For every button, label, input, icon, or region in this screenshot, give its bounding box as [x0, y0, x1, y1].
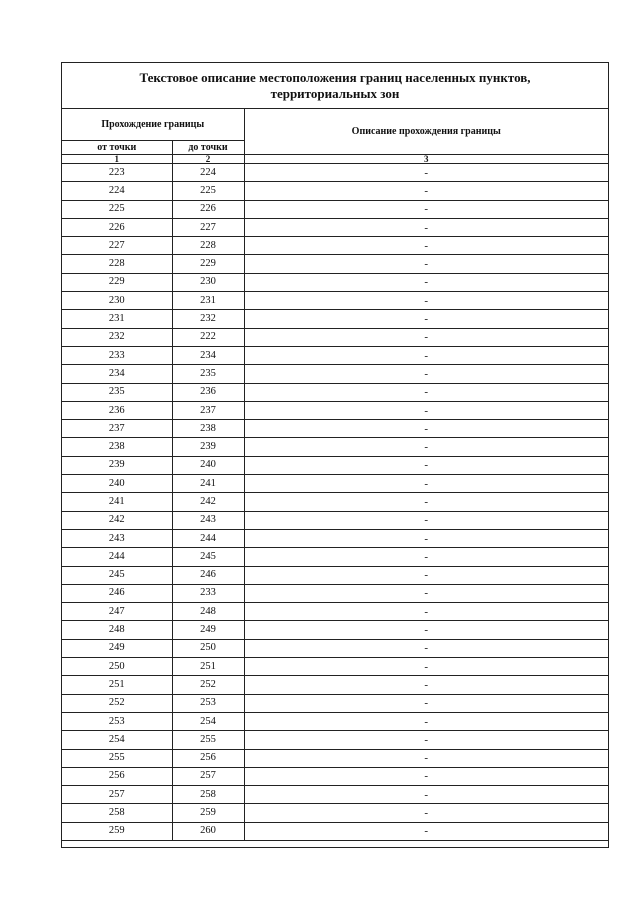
to-point-cell: 222	[172, 328, 244, 346]
boundary-table-frame	[61, 62, 609, 848]
table-row	[62, 273, 608, 291]
to-point-cell: 238	[172, 420, 244, 438]
table-row	[62, 621, 608, 639]
description-cell: -	[244, 621, 608, 639]
from-point-cell: 233	[62, 346, 172, 364]
table-row	[62, 346, 608, 364]
to-point-cell: 228	[172, 237, 244, 255]
table-row	[62, 255, 608, 273]
header-passage: Прохождение границы	[62, 109, 244, 141]
description-cell: -	[244, 712, 608, 730]
to-point-cell: 251	[172, 658, 244, 676]
document-title	[62, 63, 608, 109]
description-cell: -	[244, 511, 608, 529]
table-row	[62, 584, 608, 602]
table-row	[62, 292, 608, 310]
from-point-cell: 259	[62, 822, 172, 840]
from-point-cell: 240	[62, 475, 172, 493]
header-col-number-1: 1	[62, 155, 172, 164]
table-row	[62, 529, 608, 547]
to-point-cell: 248	[172, 603, 244, 621]
description-cell: -	[244, 200, 608, 218]
from-point-cell: 254	[62, 731, 172, 749]
to-point-cell: 232	[172, 310, 244, 328]
description-cell: -	[244, 273, 608, 291]
description-cell: -	[244, 676, 608, 694]
description-cell: -	[244, 365, 608, 383]
title-line-1: Текстовое описание местоположения границ населенных пунктов,	[139, 69, 531, 85]
to-point-cell: 245	[172, 548, 244, 566]
to-point-cell: 237	[172, 401, 244, 419]
from-point-cell: 234	[62, 365, 172, 383]
header-from-point: от точки	[62, 141, 172, 155]
description-cell: -	[244, 346, 608, 364]
description-cell: -	[244, 731, 608, 749]
description-cell: -	[244, 475, 608, 493]
table-row	[62, 182, 608, 200]
table-row	[62, 438, 608, 456]
table-row	[62, 218, 608, 236]
description-cell: -	[244, 767, 608, 785]
to-point-cell: 233	[172, 584, 244, 602]
to-point-cell: 236	[172, 383, 244, 401]
from-point-cell: 228	[62, 255, 172, 273]
to-point-cell: 227	[172, 218, 244, 236]
to-point-cell: 244	[172, 529, 244, 547]
description-cell: -	[244, 182, 608, 200]
description-cell: -	[244, 164, 608, 182]
to-point-cell: 253	[172, 694, 244, 712]
description-cell: -	[244, 456, 608, 474]
from-point-cell: 235	[62, 383, 172, 401]
from-point-cell: 224	[62, 182, 172, 200]
to-point-cell: 235	[172, 365, 244, 383]
description-cell: -	[244, 383, 608, 401]
table-row	[62, 164, 608, 182]
description-cell: -	[244, 292, 608, 310]
table-row	[62, 456, 608, 474]
description-cell: -	[244, 420, 608, 438]
table-row	[62, 731, 608, 749]
description-cell: -	[244, 401, 608, 419]
description-cell: -	[244, 822, 608, 840]
description-cell: -	[244, 310, 608, 328]
from-point-cell: 244	[62, 548, 172, 566]
from-point-cell: 252	[62, 694, 172, 712]
description-cell: -	[244, 566, 608, 584]
description-cell: -	[244, 603, 608, 621]
from-point-cell: 258	[62, 804, 172, 822]
table-row	[62, 822, 608, 840]
description-cell: -	[244, 255, 608, 273]
from-point-cell: 245	[62, 566, 172, 584]
table-row	[62, 493, 608, 511]
to-point-cell: 240	[172, 456, 244, 474]
table-row	[62, 694, 608, 712]
table-row	[62, 712, 608, 730]
table-row	[62, 200, 608, 218]
description-cell: -	[244, 548, 608, 566]
from-point-cell: 230	[62, 292, 172, 310]
to-point-cell: 241	[172, 475, 244, 493]
to-point-cell: 224	[172, 164, 244, 182]
from-point-cell: 246	[62, 584, 172, 602]
from-point-cell: 226	[62, 218, 172, 236]
table-row	[62, 401, 608, 419]
to-point-cell: 225	[172, 182, 244, 200]
from-point-cell: 248	[62, 621, 172, 639]
to-point-cell: 234	[172, 346, 244, 364]
from-point-cell: 255	[62, 749, 172, 767]
title-line-2: территориальных зон	[270, 85, 400, 101]
description-cell: -	[244, 786, 608, 804]
to-point-cell: 250	[172, 639, 244, 657]
table-row	[62, 749, 608, 767]
from-point-cell: 227	[62, 237, 172, 255]
to-point-cell: 246	[172, 566, 244, 584]
to-point-cell: 252	[172, 676, 244, 694]
from-point-cell: 253	[62, 712, 172, 730]
table-row	[62, 328, 608, 346]
from-point-cell: 239	[62, 456, 172, 474]
from-point-cell: 225	[62, 200, 172, 218]
table-row	[62, 365, 608, 383]
description-cell: -	[244, 328, 608, 346]
to-point-cell: 254	[172, 712, 244, 730]
table-row	[62, 804, 608, 822]
header-to-point: до точки	[172, 141, 244, 155]
to-point-cell: 259	[172, 804, 244, 822]
boundary-table	[62, 109, 608, 841]
table-row	[62, 658, 608, 676]
from-point-cell: 236	[62, 401, 172, 419]
table-row	[62, 566, 608, 584]
table-row	[62, 786, 608, 804]
description-cell: -	[244, 658, 608, 676]
table-row	[62, 383, 608, 401]
description-cell: -	[244, 804, 608, 822]
to-point-cell: 249	[172, 621, 244, 639]
description-cell: -	[244, 529, 608, 547]
description-cell: -	[244, 639, 608, 657]
to-point-cell: 226	[172, 200, 244, 218]
to-point-cell: 243	[172, 511, 244, 529]
to-point-cell: 256	[172, 749, 244, 767]
header-description: Описание прохождения границы	[244, 109, 608, 155]
to-point-cell: 255	[172, 731, 244, 749]
header-col-number-2: 2	[172, 155, 244, 164]
to-point-cell: 258	[172, 786, 244, 804]
from-point-cell: 238	[62, 438, 172, 456]
from-point-cell: 243	[62, 529, 172, 547]
to-point-cell: 229	[172, 255, 244, 273]
from-point-cell: 232	[62, 328, 172, 346]
table-row	[62, 310, 608, 328]
table-row	[62, 420, 608, 438]
description-cell: -	[244, 438, 608, 456]
description-cell: -	[244, 584, 608, 602]
description-cell: -	[244, 493, 608, 511]
to-point-cell: 230	[172, 273, 244, 291]
from-point-cell: 223	[62, 164, 172, 182]
description-cell: -	[244, 694, 608, 712]
from-point-cell: 251	[62, 676, 172, 694]
from-point-cell: 241	[62, 493, 172, 511]
from-point-cell: 229	[62, 273, 172, 291]
from-point-cell: 249	[62, 639, 172, 657]
header-col-number-3: 3	[244, 155, 608, 164]
description-cell: -	[244, 237, 608, 255]
table-row	[62, 676, 608, 694]
from-point-cell: 247	[62, 603, 172, 621]
table-row	[62, 475, 608, 493]
table-row	[62, 603, 608, 621]
to-point-cell: 239	[172, 438, 244, 456]
table-row	[62, 548, 608, 566]
to-point-cell: 242	[172, 493, 244, 511]
to-point-cell: 257	[172, 767, 244, 785]
from-point-cell: 257	[62, 786, 172, 804]
from-point-cell: 256	[62, 767, 172, 785]
to-point-cell: 231	[172, 292, 244, 310]
from-point-cell: 237	[62, 420, 172, 438]
to-point-cell: 260	[172, 822, 244, 840]
table-row	[62, 639, 608, 657]
from-point-cell: 242	[62, 511, 172, 529]
table-body	[62, 164, 608, 841]
from-point-cell: 250	[62, 658, 172, 676]
table-row	[62, 767, 608, 785]
table-row	[62, 511, 608, 529]
table-row	[62, 237, 608, 255]
description-cell: -	[244, 218, 608, 236]
from-point-cell: 231	[62, 310, 172, 328]
description-cell: -	[244, 749, 608, 767]
